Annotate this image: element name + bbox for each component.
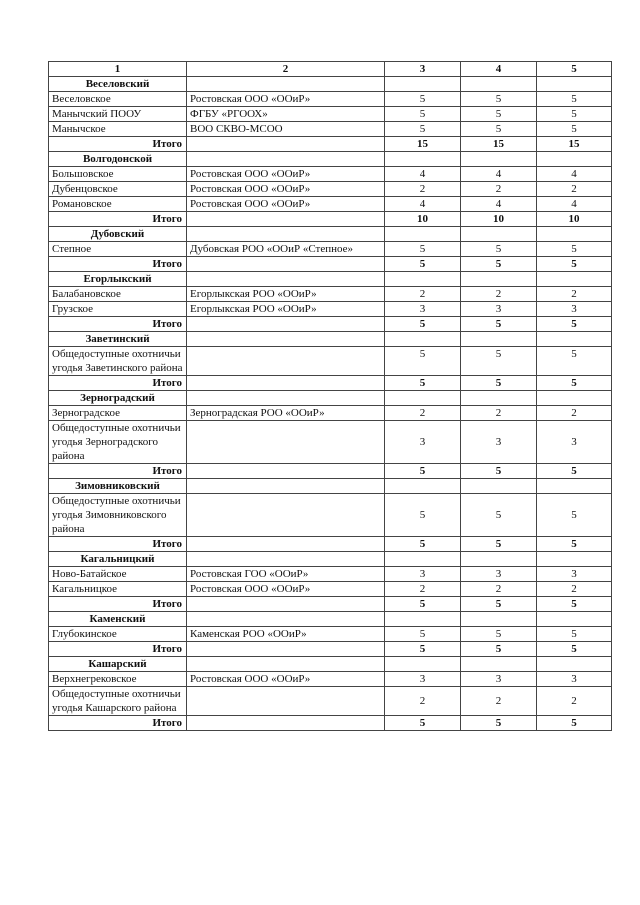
value-cell: 2 bbox=[461, 406, 537, 421]
district-name: Егорлыкский bbox=[49, 272, 187, 287]
value-cell: 2 bbox=[537, 687, 612, 716]
empty-cell bbox=[187, 317, 385, 332]
area-name-cell: Большовское bbox=[49, 167, 187, 182]
table-row bbox=[49, 242, 612, 257]
empty-cell bbox=[537, 552, 612, 567]
value-cell: 2 bbox=[385, 182, 461, 197]
area-name-cell: Общедоступные охотничьи угодья Зерноградского района bbox=[49, 421, 187, 464]
district-row bbox=[49, 612, 612, 627]
total-value: 10 bbox=[537, 212, 612, 227]
header-cell-2: 2 bbox=[187, 62, 385, 77]
empty-cell bbox=[187, 376, 385, 391]
value-cell: 5 bbox=[461, 347, 537, 376]
empty-cell bbox=[537, 227, 612, 242]
total-value: 5 bbox=[461, 597, 537, 612]
empty-cell bbox=[187, 257, 385, 272]
value-cell: 3 bbox=[537, 567, 612, 582]
total-value: 5 bbox=[385, 464, 461, 479]
district-name: Дубовский bbox=[49, 227, 187, 242]
empty-cell bbox=[385, 332, 461, 347]
organization-cell: Егорлыкская РОО «ООиР» bbox=[187, 287, 385, 302]
area-name-cell: Степное bbox=[49, 242, 187, 257]
total-label: Итого bbox=[49, 716, 187, 731]
organization-cell: Егорлыкская РОО «ООиР» bbox=[187, 302, 385, 317]
empty-cell bbox=[537, 657, 612, 672]
value-cell: 5 bbox=[385, 347, 461, 376]
organization-cell: Ростовская ГОО «ООиР» bbox=[187, 567, 385, 582]
area-name-cell: Кагальницкое bbox=[49, 582, 187, 597]
area-name-cell: Зерноградское bbox=[49, 406, 187, 421]
empty-cell bbox=[187, 612, 385, 627]
table-row bbox=[49, 197, 612, 212]
organization-cell: Дубовская РОО «ООиР «Степное» bbox=[187, 242, 385, 257]
empty-cell bbox=[187, 537, 385, 552]
total-value: 5 bbox=[461, 257, 537, 272]
organization-cell bbox=[187, 347, 385, 376]
empty-cell bbox=[187, 479, 385, 494]
organization-cell: Ростовская ООО «ООиР» bbox=[187, 672, 385, 687]
empty-cell bbox=[537, 479, 612, 494]
district-row bbox=[49, 391, 612, 406]
table-row bbox=[49, 582, 612, 597]
empty-cell bbox=[461, 479, 537, 494]
header-cell-5: 5 bbox=[537, 62, 612, 77]
total-row bbox=[49, 464, 612, 479]
organization-cell bbox=[187, 421, 385, 464]
empty-cell bbox=[187, 642, 385, 657]
area-name-cell: Дубенцовское bbox=[49, 182, 187, 197]
value-cell: 5 bbox=[537, 494, 612, 537]
empty-cell bbox=[461, 552, 537, 567]
value-cell: 2 bbox=[385, 287, 461, 302]
table-row bbox=[49, 92, 612, 107]
total-value: 5 bbox=[537, 642, 612, 657]
total-row bbox=[49, 137, 612, 152]
value-cell: 4 bbox=[537, 197, 612, 212]
value-cell: 3 bbox=[461, 421, 537, 464]
total-value: 5 bbox=[385, 257, 461, 272]
table-body bbox=[49, 62, 612, 731]
district-name: Волгодонской bbox=[49, 152, 187, 167]
empty-cell bbox=[461, 272, 537, 287]
total-row bbox=[49, 537, 612, 552]
value-cell: 5 bbox=[537, 107, 612, 122]
empty-cell bbox=[187, 464, 385, 479]
hunting-quota-table bbox=[48, 61, 612, 731]
area-name-cell: Манычский ПООУ bbox=[49, 107, 187, 122]
value-cell: 3 bbox=[385, 302, 461, 317]
total-value: 15 bbox=[537, 137, 612, 152]
district-row bbox=[49, 552, 612, 567]
value-cell: 5 bbox=[461, 92, 537, 107]
total-label: Итого bbox=[49, 137, 187, 152]
empty-cell bbox=[187, 152, 385, 167]
total-label: Итого bbox=[49, 376, 187, 391]
value-cell: 2 bbox=[461, 687, 537, 716]
value-cell: 5 bbox=[461, 107, 537, 122]
table-row bbox=[49, 567, 612, 582]
organization-cell: Ростовская ООО «ООиР» bbox=[187, 197, 385, 212]
total-value: 5 bbox=[385, 376, 461, 391]
header-cell-1: 1 bbox=[49, 62, 187, 77]
header-cell-3: 3 bbox=[385, 62, 461, 77]
table-row bbox=[49, 167, 612, 182]
total-row bbox=[49, 716, 612, 731]
empty-cell bbox=[187, 597, 385, 612]
empty-cell bbox=[385, 77, 461, 92]
total-value: 5 bbox=[537, 376, 612, 391]
total-row bbox=[49, 257, 612, 272]
value-cell: 2 bbox=[461, 287, 537, 302]
empty-cell bbox=[187, 227, 385, 242]
value-cell: 4 bbox=[537, 167, 612, 182]
total-value: 5 bbox=[537, 464, 612, 479]
empty-cell bbox=[537, 612, 612, 627]
value-cell: 3 bbox=[537, 672, 612, 687]
value-cell: 2 bbox=[537, 287, 612, 302]
empty-cell bbox=[537, 272, 612, 287]
organization-cell bbox=[187, 494, 385, 537]
table-row bbox=[49, 302, 612, 317]
table-row bbox=[49, 421, 612, 464]
organization-cell: Ростовская ООО «ООиР» bbox=[187, 167, 385, 182]
total-label: Итого bbox=[49, 537, 187, 552]
value-cell: 2 bbox=[385, 687, 461, 716]
value-cell: 4 bbox=[461, 167, 537, 182]
district-row bbox=[49, 227, 612, 242]
total-label: Итого bbox=[49, 257, 187, 272]
total-row bbox=[49, 212, 612, 227]
value-cell: 5 bbox=[385, 92, 461, 107]
empty-cell bbox=[187, 212, 385, 227]
organization-cell: ФГБУ «РГООХ» bbox=[187, 107, 385, 122]
value-cell: 3 bbox=[385, 672, 461, 687]
total-value: 5 bbox=[461, 464, 537, 479]
empty-cell bbox=[187, 272, 385, 287]
value-cell: 2 bbox=[461, 182, 537, 197]
district-name: Зимовниковский bbox=[49, 479, 187, 494]
empty-cell bbox=[537, 391, 612, 406]
district-row bbox=[49, 479, 612, 494]
total-value: 5 bbox=[385, 537, 461, 552]
total-value: 5 bbox=[385, 317, 461, 332]
area-name-cell: Общедоступные охотничьи угодья Зимовниковского района bbox=[49, 494, 187, 537]
empty-cell bbox=[187, 391, 385, 406]
district-row bbox=[49, 657, 612, 672]
empty-cell bbox=[461, 391, 537, 406]
area-name-cell: Верхнегрековское bbox=[49, 672, 187, 687]
total-value: 10 bbox=[385, 212, 461, 227]
total-row bbox=[49, 376, 612, 391]
table-row bbox=[49, 287, 612, 302]
organization-cell bbox=[187, 687, 385, 716]
area-name-cell: Общедоступные охотничьи угодья Кашарского района bbox=[49, 687, 187, 716]
total-value: 5 bbox=[537, 537, 612, 552]
area-name-cell: Глубокинское bbox=[49, 627, 187, 642]
empty-cell bbox=[385, 272, 461, 287]
value-cell: 4 bbox=[385, 167, 461, 182]
empty-cell bbox=[187, 137, 385, 152]
value-cell: 2 bbox=[461, 582, 537, 597]
district-name: Кагальницкий bbox=[49, 552, 187, 567]
total-row bbox=[49, 642, 612, 657]
district-name: Кашарский bbox=[49, 657, 187, 672]
empty-cell bbox=[187, 552, 385, 567]
total-value: 5 bbox=[461, 537, 537, 552]
empty-cell bbox=[385, 391, 461, 406]
district-name: Заветинский bbox=[49, 332, 187, 347]
empty-cell bbox=[461, 227, 537, 242]
area-name-cell: Грузское bbox=[49, 302, 187, 317]
value-cell: 3 bbox=[461, 672, 537, 687]
total-value: 10 bbox=[461, 212, 537, 227]
value-cell: 2 bbox=[537, 406, 612, 421]
empty-cell bbox=[537, 77, 612, 92]
empty-cell bbox=[187, 716, 385, 731]
total-value: 15 bbox=[461, 137, 537, 152]
value-cell: 3 bbox=[385, 567, 461, 582]
table-row bbox=[49, 494, 612, 537]
total-value: 15 bbox=[385, 137, 461, 152]
value-cell: 3 bbox=[461, 567, 537, 582]
district-row bbox=[49, 77, 612, 92]
table-row bbox=[49, 672, 612, 687]
total-value: 5 bbox=[461, 716, 537, 731]
total-label: Итого bbox=[49, 212, 187, 227]
total-value: 5 bbox=[385, 716, 461, 731]
table-row bbox=[49, 107, 612, 122]
value-cell: 5 bbox=[385, 494, 461, 537]
header-cell-4: 4 bbox=[461, 62, 537, 77]
value-cell: 5 bbox=[385, 107, 461, 122]
empty-cell bbox=[461, 657, 537, 672]
value-cell: 5 bbox=[461, 122, 537, 137]
empty-cell bbox=[385, 227, 461, 242]
value-cell: 2 bbox=[537, 582, 612, 597]
empty-cell bbox=[187, 332, 385, 347]
district-row bbox=[49, 332, 612, 347]
area-name-cell: Манычское bbox=[49, 122, 187, 137]
table-row bbox=[49, 687, 612, 716]
district-name: Зерноградский bbox=[49, 391, 187, 406]
total-value: 5 bbox=[461, 317, 537, 332]
header-row bbox=[49, 62, 612, 77]
table-row bbox=[49, 347, 612, 376]
value-cell: 5 bbox=[537, 122, 612, 137]
empty-cell bbox=[461, 332, 537, 347]
empty-cell bbox=[385, 152, 461, 167]
value-cell: 5 bbox=[461, 627, 537, 642]
value-cell: 2 bbox=[385, 406, 461, 421]
district-name: Каменский bbox=[49, 612, 187, 627]
empty-cell bbox=[187, 657, 385, 672]
value-cell: 3 bbox=[385, 421, 461, 464]
total-label: Итого bbox=[49, 642, 187, 657]
area-name-cell: Ново-Батайское bbox=[49, 567, 187, 582]
organization-cell: Ростовская ООО «ООиР» bbox=[187, 582, 385, 597]
area-name-cell: Балабановское bbox=[49, 287, 187, 302]
value-cell: 5 bbox=[461, 242, 537, 257]
value-cell: 5 bbox=[385, 627, 461, 642]
total-value: 5 bbox=[537, 317, 612, 332]
value-cell: 3 bbox=[537, 421, 612, 464]
total-value: 5 bbox=[385, 597, 461, 612]
empty-cell bbox=[461, 612, 537, 627]
total-row bbox=[49, 597, 612, 612]
total-value: 5 bbox=[537, 257, 612, 272]
value-cell: 5 bbox=[537, 242, 612, 257]
district-row bbox=[49, 152, 612, 167]
empty-cell bbox=[537, 332, 612, 347]
total-value: 5 bbox=[461, 376, 537, 391]
value-cell: 3 bbox=[537, 302, 612, 317]
total-label: Итого bbox=[49, 464, 187, 479]
total-value: 5 bbox=[385, 642, 461, 657]
table-row bbox=[49, 406, 612, 421]
empty-cell bbox=[385, 552, 461, 567]
total-row bbox=[49, 317, 612, 332]
organization-cell: Каменская РОО «ООиР» bbox=[187, 627, 385, 642]
value-cell: 2 bbox=[385, 582, 461, 597]
total-label: Итого bbox=[49, 597, 187, 612]
table-row bbox=[49, 122, 612, 137]
empty-cell bbox=[385, 657, 461, 672]
value-cell: 2 bbox=[537, 182, 612, 197]
empty-cell bbox=[187, 77, 385, 92]
empty-cell bbox=[385, 612, 461, 627]
value-cell: 5 bbox=[537, 92, 612, 107]
value-cell: 3 bbox=[461, 302, 537, 317]
empty-cell bbox=[385, 479, 461, 494]
value-cell: 4 bbox=[385, 197, 461, 212]
value-cell: 4 bbox=[461, 197, 537, 212]
value-cell: 5 bbox=[537, 347, 612, 376]
total-value: 5 bbox=[461, 642, 537, 657]
empty-cell bbox=[537, 152, 612, 167]
district-name: Веселовский bbox=[49, 77, 187, 92]
table-row bbox=[49, 627, 612, 642]
organization-cell: Ростовская ООО «ООиР» bbox=[187, 182, 385, 197]
value-cell: 5 bbox=[461, 494, 537, 537]
area-name-cell: Веселовское bbox=[49, 92, 187, 107]
organization-cell: Зерноградская РОО «ООиР» bbox=[187, 406, 385, 421]
district-row bbox=[49, 272, 612, 287]
area-name-cell: Романовское bbox=[49, 197, 187, 212]
area-name-cell: Общедоступные охотничьи угодья Заветинского района bbox=[49, 347, 187, 376]
organization-cell: Ростовская ООО «ООиР» bbox=[187, 92, 385, 107]
table-row bbox=[49, 182, 612, 197]
empty-cell bbox=[461, 152, 537, 167]
total-value: 5 bbox=[537, 716, 612, 731]
empty-cell bbox=[461, 77, 537, 92]
total-label: Итого bbox=[49, 317, 187, 332]
value-cell: 5 bbox=[385, 242, 461, 257]
value-cell: 5 bbox=[385, 122, 461, 137]
value-cell: 5 bbox=[537, 627, 612, 642]
total-value: 5 bbox=[537, 597, 612, 612]
organization-cell: ВОО СКВО-МСОО bbox=[187, 122, 385, 137]
